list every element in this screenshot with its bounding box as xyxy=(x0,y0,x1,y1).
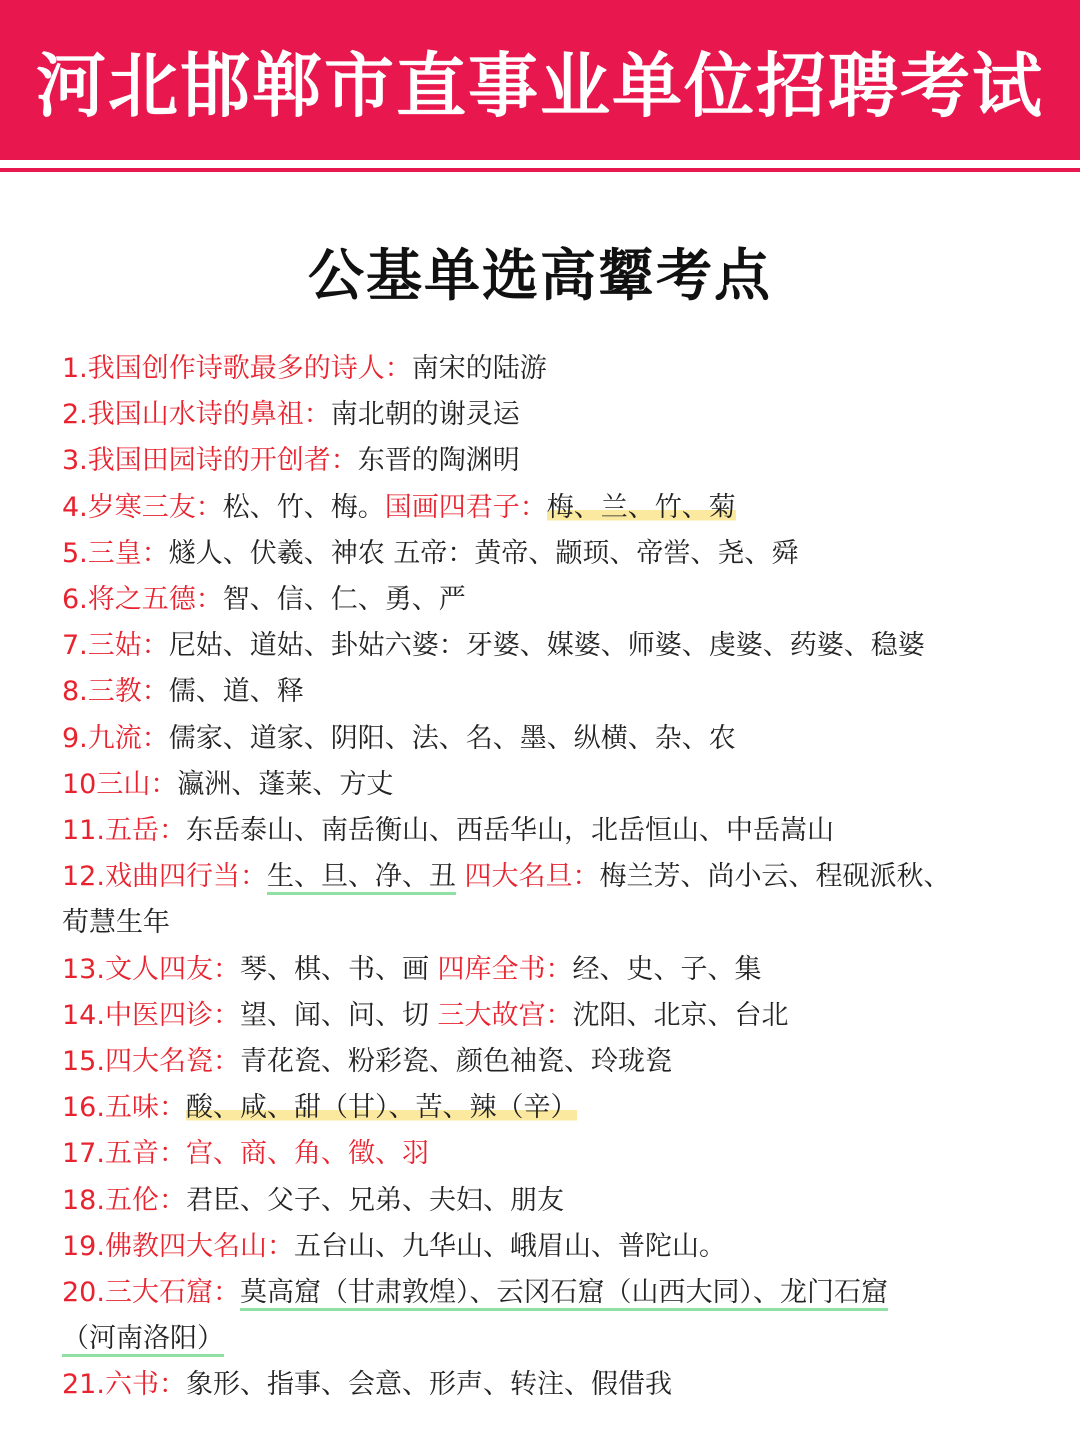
item-text: 瀛洲、蓬莱、方丈 xyxy=(177,768,394,800)
list-item xyxy=(62,1224,1042,1270)
item-text: 南宋的陆游 xyxy=(411,353,547,384)
section-title: 公基单选高颦考点 xyxy=(308,244,772,309)
list-item xyxy=(62,993,1042,1039)
item-text xyxy=(456,861,465,892)
item-label: 18.五伦： xyxy=(62,1184,186,1216)
item-text: 南北朝的谢灵运 xyxy=(330,399,520,431)
item-label: 1.我国创作诗歌最多的诗人： xyxy=(62,353,412,384)
list-item xyxy=(62,392,1042,438)
item-text: 松、竹、梅。 xyxy=(222,491,385,523)
item-text: 望、闻、问、切 xyxy=(239,999,438,1031)
item-label: 16.五味： xyxy=(62,1092,186,1124)
underlined-text: （河南洛阳） xyxy=(62,1323,224,1357)
item-text: 梅兰芳、尚小云、程砚派秋、 xyxy=(599,861,951,893)
list-item xyxy=(62,577,1042,623)
item-label: 10三山： xyxy=(62,768,178,800)
item-label: 4.岁寒三友： xyxy=(62,491,223,523)
list-item xyxy=(62,1270,1042,1316)
item-text: 儒、道、释 xyxy=(168,676,304,708)
item-text: 东岳泰山、南岳衡山、西岳华山，北岳恒山、中岳嵩山 xyxy=(185,815,834,847)
header-banner xyxy=(0,0,1080,160)
item-label: 12.戏曲四行当： xyxy=(62,861,267,893)
list-item xyxy=(62,1085,1042,1131)
list-item xyxy=(62,1178,1042,1224)
highlighted-text: 酸、咸、甜（甘）、苦、辣（辛） xyxy=(185,1092,578,1124)
item-label: 3.我国田园诗的开创者： xyxy=(62,445,358,477)
item-text: 荀慧生年 xyxy=(62,907,170,939)
list-item xyxy=(62,900,1042,946)
page-title: 河北邯郸市直事业单位招聘考试 xyxy=(36,44,1044,127)
list-item xyxy=(62,346,1042,392)
item-text: 琴、棋、书、画 xyxy=(239,953,438,985)
item-label: 9.九流： xyxy=(62,722,169,754)
list-item xyxy=(62,531,1042,577)
item-label: 5.三皇： xyxy=(62,537,169,569)
underlined-text: 莫高窟（甘肃敦煌）、云冈石窟（山西大同）、龙门石窟 xyxy=(240,1277,888,1311)
item-text: 智、信、仁、勇、严 xyxy=(222,584,466,616)
item-text: 象形、指事、会意、形声、转注、假借我 xyxy=(185,1369,672,1401)
list-item xyxy=(62,762,1042,808)
item-label: 14.中医四诊： xyxy=(62,999,240,1031)
item-label: 11.五岳： xyxy=(62,815,186,847)
list-item xyxy=(62,485,1042,531)
item-label: 三大故宫： xyxy=(437,999,573,1031)
item-text: 经、史、子、集 xyxy=(572,953,762,985)
list-item xyxy=(62,716,1042,762)
list-item xyxy=(62,1316,1042,1362)
item-label: 13.文人四友： xyxy=(62,953,240,985)
item-label: 20.三大石窟： xyxy=(62,1277,240,1309)
item-label: 17.五音：宫、商、角、徵、羽 xyxy=(62,1138,429,1170)
list-item xyxy=(62,1362,1042,1408)
item-text: 君臣、父子、兄弟、夫妇、朋友 xyxy=(185,1184,564,1216)
item-text: 儒家、道家、阴阳、法、名、墨、纵横、杂、农 xyxy=(168,722,736,754)
item-label: 19.佛教四大名山： xyxy=(62,1230,294,1262)
item-label: 四库全书： xyxy=(437,953,573,985)
list-item xyxy=(62,669,1042,715)
item-text: 燧人、伏羲、神农 五帝：黄帝、颛顼、帝喾、尧、舜 xyxy=(168,537,799,569)
highlighted-text: 梅、兰、竹、菊 xyxy=(546,491,736,523)
item-text: 沈阳、北京、台北 xyxy=(572,999,789,1031)
item-text: 五台山、九华山、峨眉山、普陀山。 xyxy=(293,1230,726,1262)
item-text: 尼姑、道姑、卦姑六婆：牙婆、媒婆、师婆、虔婆、药婆、稳婆 xyxy=(168,630,925,662)
item-label: 6.将之五德： xyxy=(62,584,223,616)
item-label: 21.六书： xyxy=(62,1369,186,1401)
item-label: 7.三姑： xyxy=(62,630,169,662)
list-item xyxy=(62,1039,1042,1085)
list-item xyxy=(62,1131,1042,1177)
list-item xyxy=(62,808,1042,854)
item-label: 国画四君子： xyxy=(384,491,547,523)
item-label: 15.四大名瓷： xyxy=(62,1046,240,1078)
item-label: 8.三教： xyxy=(62,676,169,708)
item-label: 四大名旦： xyxy=(464,861,600,893)
item-label: 2.我国山水诗的鼻祖： xyxy=(62,399,331,431)
item-text: 东晋的陶渊明 xyxy=(357,445,520,477)
header-divider xyxy=(0,168,1080,172)
list-item xyxy=(62,623,1042,669)
list-item xyxy=(62,947,1042,993)
underlined-text: 生、旦、净、丑 xyxy=(267,861,456,895)
list-item xyxy=(62,438,1042,484)
fact-list xyxy=(62,346,1042,1409)
item-text: 青花瓷、粉彩瓷、颜色袖瓷、玲珑瓷 xyxy=(239,1046,672,1078)
list-item xyxy=(62,854,1042,900)
